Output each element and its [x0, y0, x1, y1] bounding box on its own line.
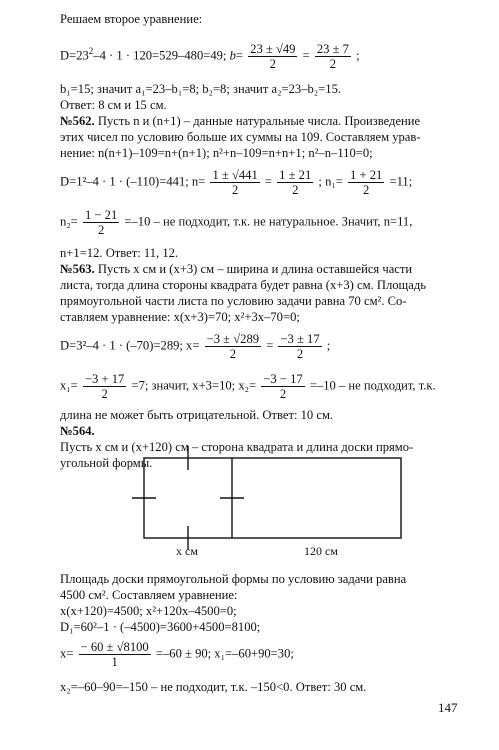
fraction: $\frac{-3 - 17}{2}$ — [263, 372, 303, 401]
text-fragment: =–10 – не подходит, т.к. не натуральное. Значит, n=11, — [121, 214, 413, 229]
text-line: Ответ: 8 см и 15 см. — [60, 98, 167, 112]
text-line: b₁=15; значит a₁=23–b₁=8; b₂=8; значит a₂=23–b₂=15. — [60, 82, 342, 96]
text-fragment: =–10 – не подходит, т.к. — [306, 378, 436, 393]
text-line: прямоугольной части листа по условию задачи равна 70 см². Со- — [60, 294, 407, 308]
fraction: $\frac{23 \pm 7}{2}$ — [316, 42, 349, 71]
fraction: $\frac{1 \pm 21}{2}$ — [279, 168, 312, 197]
text-fragment: =–60 ± 90; x₁=–60+90=30; — [152, 646, 294, 661]
text-line: Пусть x см и (x+120) см – сторона квадрата и длина доски прямо- — [60, 440, 414, 454]
text-fragment: b — [229, 48, 236, 63]
text-fragment: Пусть x см и (x+3) см – ширина и длина оставшейся части — [94, 262, 413, 276]
text-fragment: ; — [352, 48, 360, 63]
text-line: x(x+120)=4500; x²+120x–4500=0; — [60, 604, 237, 618]
equation-line — [60, 372, 436, 401]
equation-line — [60, 168, 412, 197]
board-rectangle — [144, 458, 401, 538]
text-fragment: = — [299, 48, 313, 63]
text-fragment: n₂= — [60, 214, 78, 229]
text-line: угольной формы. — [60, 456, 153, 470]
text-fragment: D=23 — [60, 48, 89, 63]
text-fragment: ; n₁= — [315, 174, 343, 189]
equation-line — [60, 42, 360, 71]
text-line: нение: n(n+1)–109=n+(n+1); n²+n–109=n+n+1; n²–n–110=0; — [60, 146, 373, 160]
text-line: Площадь доски прямоугольной формы по условию задачи равна — [60, 572, 407, 586]
problem-563-line — [60, 262, 412, 277]
text-fragment: Пусть n и (n+1) – данные натуральные числа. Произведение — [94, 114, 421, 128]
label-120-cm: 120 см — [304, 544, 338, 558]
fraction: $\frac{1 - 21}{2}$ — [84, 208, 118, 237]
fraction: $\frac{23 \pm √49}{2}$ — [250, 42, 296, 71]
text-fragment: –4 · 1 · 120=529–480=49; — [93, 48, 230, 63]
fraction: $\frac{- 60 \pm √8100}{1}$ — [80, 640, 149, 669]
text-fragment: = — [263, 338, 277, 353]
text-fragment: x= — [60, 646, 74, 661]
text-fragment: = — [261, 174, 276, 189]
equation-line — [60, 208, 412, 237]
problem-562-line — [60, 114, 420, 129]
text-fragment: =7; значит, x+3=10; x₂= — [128, 378, 257, 393]
problem-number: №563. — [60, 262, 95, 276]
equation-line — [60, 640, 294, 669]
problem-number: №562. — [60, 114, 95, 128]
fraction: $\frac{1 \pm √441}{2}$ — [212, 168, 258, 197]
problem-564-heading — [60, 424, 95, 439]
label-x-cm: x см — [176, 544, 198, 558]
text-line: ставляем уравнение: x(x+3)=70; x²+3x–70=0; — [60, 310, 300, 324]
problem-number: №564. — [60, 424, 95, 438]
text-line: листа, тогда длина стороны квадрата будет равна (x+3) см. Площадь — [60, 278, 426, 292]
text-line: Решаем второе уравнение: — [60, 12, 203, 26]
text-fragment: 2 — [88, 46, 94, 57]
text-fragment: x₁= — [60, 378, 78, 393]
fraction: $\frac{-3 \pm √289}{2}$ — [206, 332, 260, 361]
text-line: 4500 см². Составляем уравнение: — [60, 588, 238, 602]
equation-line — [60, 332, 330, 361]
fraction: $\frac{-3 \pm 17}{2}$ — [280, 332, 320, 361]
fraction: $\frac{-3 + 17}{2}$ — [84, 372, 125, 401]
text-line: D₁=60²–1 · (–4500)=3600+4500=8100; — [60, 620, 261, 634]
text-fragment: D=1²–4 · 1 · (–110)=441; n= — [60, 174, 206, 189]
text-line: n+1=12. Ответ: 11, 12. — [60, 246, 179, 260]
text-fragment: =11; — [386, 174, 413, 189]
page-number: 147 — [438, 700, 458, 715]
fraction: $\frac{1 + 21}{2}$ — [350, 168, 383, 197]
text-fragment: = — [235, 48, 243, 63]
text-fragment: D=3²–4 · 1 · (–70)=289; x= — [60, 338, 200, 353]
text-line: длина не может быть отрицательной. Ответ: 10 см. — [60, 408, 334, 422]
rectangle-diagram — [64, 442, 404, 560]
text-fragment: ; — [323, 338, 331, 353]
text-line: этих чисел по условию больше их суммы на 109. Составляем урав- — [60, 130, 421, 144]
text-line: x₂=–60–90=–150 – не подходит, т.к. –150<0. Ответ: 30 см. — [60, 680, 367, 694]
